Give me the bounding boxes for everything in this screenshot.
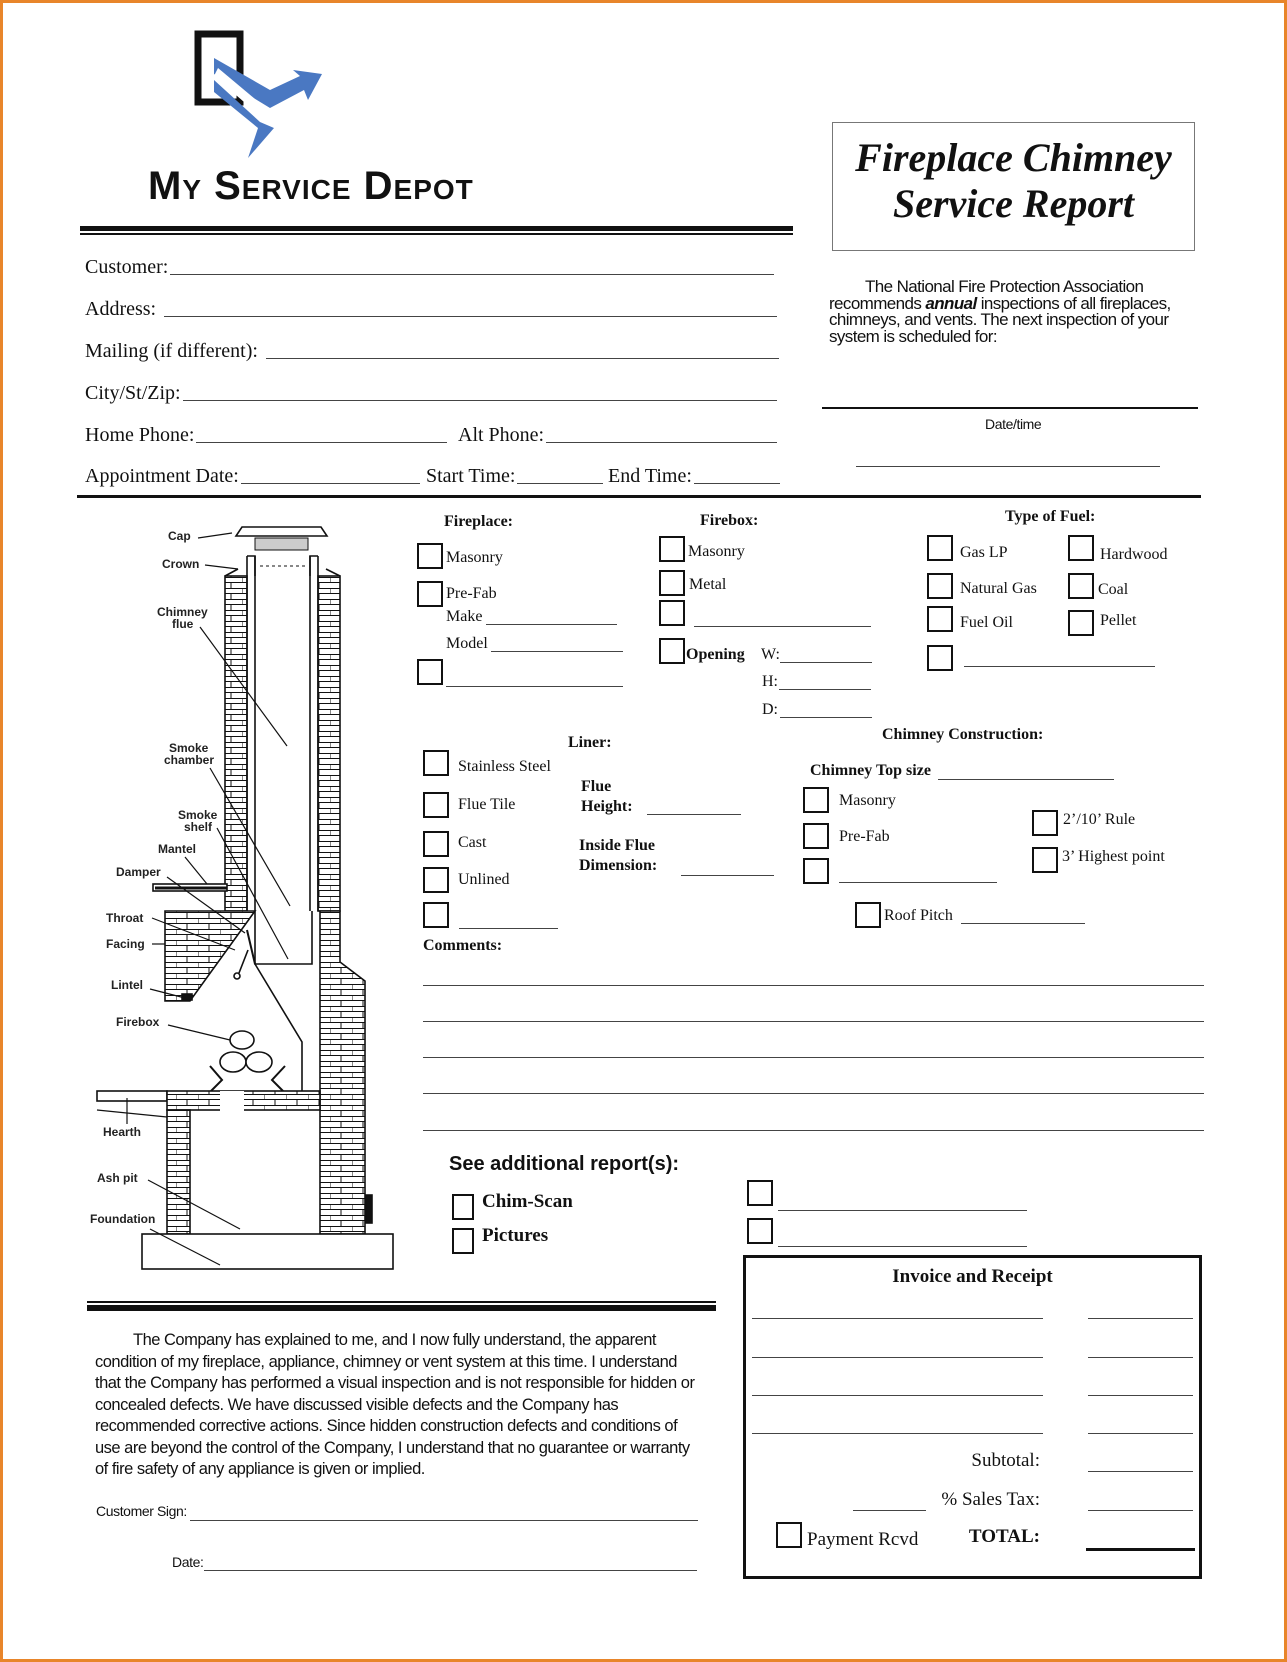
label-smoke-shelf-2: shelf	[184, 820, 213, 834]
firebox-other-line[interactable]	[694, 626, 871, 627]
fuel-pellet-checkbox[interactable]	[1068, 610, 1094, 636]
city-label: City/St/Zip:	[85, 382, 181, 404]
flue-height-label-2: Height:	[581, 798, 633, 815]
opening-h-line[interactable]	[779, 689, 871, 690]
customer-sign-line[interactable]	[190, 1520, 698, 1521]
firebox-heading: Firebox:	[700, 512, 759, 529]
fuel-other-line[interactable]	[964, 666, 1155, 667]
additional-reports-heading: See additional report(s):	[449, 1153, 680, 1175]
section-rule	[77, 495, 1201, 498]
fireplace-make-line[interactable]	[486, 624, 617, 625]
label-mantel: Mantel	[158, 842, 197, 856]
alt-phone-label: Alt Phone:	[458, 424, 545, 446]
report-title-line2: Service Report	[892, 181, 1135, 226]
date-line[interactable]	[204, 1570, 697, 1571]
invoice-heading: Invoice and Receipt	[892, 1266, 1053, 1287]
roof-pitch-label: Roof Pitch	[884, 907, 953, 924]
opening-w-line[interactable]	[780, 662, 872, 663]
end-time-field[interactable]	[608, 464, 780, 488]
date-time-label: Date/time	[985, 416, 1042, 432]
subtotal-label: Subtotal:	[971, 1450, 1040, 1471]
disclaimer-text: The Company has explained to me, and I now fully understand, the apparent condition of my fireplace, appliance, chimney or vent system at this time. I understand that the Company has performed a visual inspection and is not responsible for hidden or concealed defects. We have discussed visible defects and the Company has recommended corrective actions. Since hidden construction defects and conditions of use are beyond the control of the Company, I understand that no guarantee or warranty of fire safety of any appliance is given or implied.	[95, 1331, 695, 1478]
fuel-gas-lp-checkbox[interactable]	[927, 535, 953, 561]
mailing-label: Mailing (if different):	[85, 340, 258, 362]
construction-other-checkbox[interactable]	[803, 858, 829, 884]
invoice-amount-line[interactable]	[1088, 1433, 1193, 1434]
comments-label: Comments:	[423, 937, 503, 954]
opening-h-label: H:	[762, 673, 778, 690]
fuel-oil-checkbox[interactable]	[927, 606, 953, 632]
highest-point-checkbox[interactable]	[1032, 847, 1058, 873]
label-smoke-chamber-2: chamber	[164, 753, 215, 767]
chimney-construction-heading: Chimney Construction:	[882, 726, 1044, 743]
city-state-zip-field[interactable]	[85, 381, 777, 405]
nfpa-emphasis: annual	[925, 293, 977, 313]
sales-tax-line[interactable]	[1088, 1510, 1193, 1511]
chimney-diagram	[80, 515, 410, 1275]
construction-prefab-label: Pre-Fab	[839, 828, 890, 845]
liner-cast-checkbox[interactable]	[423, 831, 449, 857]
next-inspection-line[interactable]	[822, 407, 1198, 409]
tax-rate-line[interactable]	[853, 1510, 926, 1511]
rule-2-10-label: 2’/10’ Rule	[1063, 811, 1136, 828]
cap-shape	[236, 527, 327, 536]
flue-height-line[interactable]	[647, 814, 741, 815]
chimney-top-size-label: Chimney Top size	[810, 762, 931, 779]
fireplace-model-label: Model	[446, 635, 488, 652]
end-time-label: End Time:	[608, 465, 692, 487]
fuel-gas-lp-label: Gas LP	[960, 544, 1008, 561]
comment-line[interactable]	[423, 1130, 1204, 1131]
label-foundation: Foundation	[90, 1212, 156, 1226]
logo-icon	[190, 28, 350, 168]
invoice-amount-line[interactable]	[1088, 1357, 1193, 1358]
label-chimney-flue-1: Chimney	[157, 605, 208, 619]
invoice-item-line[interactable]	[752, 1318, 1043, 1319]
appointment-date-label: Appointment Date:	[85, 465, 239, 487]
spark-mesh	[255, 538, 308, 550]
firebox-opening-label: Opening	[686, 646, 745, 663]
fireplace-prefab-checkbox[interactable]	[417, 581, 443, 607]
header-rule-thin	[80, 233, 793, 235]
additional-other-line-2[interactable]	[778, 1246, 1027, 1247]
label-crown: Crown	[162, 557, 200, 571]
customer-sign-label: Customer Sign:	[96, 1503, 187, 1519]
label-smoke-shelf-1: Smoke	[178, 808, 218, 822]
fireplace-model-line[interactable]	[491, 651, 623, 652]
start-time-label: Start Time:	[426, 465, 516, 487]
alt-phone-field[interactable]	[458, 423, 777, 447]
date-time-line[interactable]	[856, 466, 1160, 467]
chim-scan-checkbox[interactable]	[452, 1194, 474, 1220]
additional-other-checkbox-1[interactable]	[747, 1180, 773, 1206]
address-label: Address:	[85, 298, 157, 320]
liner-unlined-checkbox[interactable]	[423, 867, 449, 893]
opening-d-line[interactable]	[780, 717, 872, 718]
construction-masonry-label: Masonry	[839, 792, 896, 809]
invoice-amount-line[interactable]	[1088, 1395, 1193, 1396]
comment-line[interactable]	[423, 1021, 1204, 1022]
liner-stainless-label: Stainless Steel	[458, 758, 551, 775]
label-damper: Damper	[116, 865, 161, 879]
label-firebox: Firebox	[116, 1015, 160, 1029]
customer-label: Customer:	[85, 256, 169, 278]
roof-pitch-checkbox[interactable]	[855, 902, 881, 928]
fireplace-other-line[interactable]	[446, 686, 623, 687]
fuel-hardwood-checkbox[interactable]	[1068, 535, 1094, 561]
home-phone-label: Home Phone:	[85, 424, 195, 446]
opening-w-label: W:	[761, 646, 780, 663]
total-line[interactable]	[1086, 1548, 1195, 1551]
inside-flue-line[interactable]	[681, 875, 774, 876]
chim-scan-label: Chim-Scan	[482, 1191, 573, 1212]
liner-unlined-label: Unlined	[458, 871, 510, 888]
label-cap: Cap	[168, 529, 191, 543]
nfpa-text-before: The National Fire Protection Association recommends	[829, 277, 1144, 313]
invoice-item-line[interactable]	[752, 1395, 1043, 1396]
fireplace-prefab-label: Pre-Fab	[446, 585, 497, 602]
fireplace-heading: Fireplace:	[444, 513, 514, 530]
comment-line[interactable]	[423, 1093, 1204, 1094]
report-title-line1: Fireplace Chimney	[855, 135, 1172, 180]
pictures-label: Pictures	[482, 1225, 549, 1246]
opening-d-label: D:	[762, 701, 778, 718]
inside-flue-label-2: Dimension:	[579, 857, 658, 874]
comment-line[interactable]	[423, 1057, 1204, 1058]
firebox-masonry-checkbox[interactable]	[659, 536, 685, 562]
fuel-heading: Type of Fuel:	[1005, 508, 1096, 525]
construction-other-line[interactable]	[839, 882, 997, 883]
liner-other-line[interactable]	[459, 928, 558, 929]
fuel-pellet-label: Pellet	[1100, 612, 1137, 629]
roof-pitch-line[interactable]	[961, 923, 1085, 924]
liner-flue-tile-label: Flue Tile	[458, 796, 516, 813]
firebox-opening-checkbox[interactable]	[659, 638, 685, 664]
firebox-masonry-label: Masonry	[688, 543, 745, 560]
invoice-item-line[interactable]	[752, 1357, 1043, 1358]
flue-height-label-1: Flue	[581, 778, 612, 795]
start-time-field[interactable]	[426, 464, 603, 488]
fuel-hardwood-label: Hardwood	[1100, 546, 1168, 563]
date-label: Date:	[172, 1554, 204, 1570]
highest-point-label: 3’ Highest point	[1062, 848, 1165, 865]
payment-received-label: Payment Rcvd	[807, 1529, 919, 1550]
label-facing: Facing	[106, 937, 145, 951]
logo-text: My Service Depot	[148, 164, 474, 208]
liner-flue-tile-checkbox[interactable]	[423, 792, 449, 818]
home-phone-field[interactable]	[85, 423, 447, 447]
firebox-metal-label: Metal	[689, 576, 727, 593]
label-lintel: Lintel	[111, 978, 143, 992]
nfpa-text-after: inspections of all fireplaces, chimneys, and vents. The next inspection of your system is scheduled for:	[829, 293, 1171, 346]
fuel-oil-label: Fuel Oil	[960, 614, 1013, 631]
liner-cast-label: Cast	[458, 834, 487, 851]
pictures-checkbox[interactable]	[452, 1228, 474, 1254]
invoice-item-line[interactable]	[752, 1433, 1043, 1434]
label-throat: Throat	[106, 911, 144, 925]
label-smoke-chamber-1: Smoke	[169, 741, 209, 755]
report-title-box	[832, 122, 1195, 251]
fuel-natural-gas-checkbox[interactable]	[927, 573, 953, 599]
rule-2-10-checkbox[interactable]	[1032, 810, 1058, 836]
fireplace-other-checkbox[interactable]	[417, 659, 443, 685]
liner-heading: Liner:	[568, 734, 612, 751]
fireplace-make-label: Make	[446, 608, 483, 625]
payment-received-checkbox[interactable]	[776, 1522, 802, 1548]
liner-other-checkbox[interactable]	[423, 902, 449, 928]
chimney-top-size-line[interactable]	[938, 779, 1114, 780]
bottom-rule-thin	[87, 1301, 716, 1303]
label-ash-pit: Ash pit	[97, 1171, 138, 1185]
subtotal-line[interactable]	[1088, 1471, 1193, 1472]
nfpa-notice	[829, 279, 1209, 345]
additional-other-line-1[interactable]	[778, 1210, 1027, 1211]
fuel-coal-label: Coal	[1098, 581, 1129, 598]
label-hearth: Hearth	[103, 1125, 142, 1139]
fuel-natural-gas-label: Natural Gas	[960, 580, 1037, 597]
fuel-other-checkbox[interactable]	[927, 645, 953, 671]
firebox-metal-checkbox[interactable]	[659, 570, 685, 596]
comment-line[interactable]	[423, 985, 1204, 986]
address-field[interactable]	[85, 297, 777, 321]
construction-prefab-checkbox[interactable]	[803, 823, 829, 849]
fireplace-masonry-label: Masonry	[446, 549, 503, 566]
customer-field[interactable]	[85, 255, 774, 279]
liner-stainless-checkbox[interactable]	[423, 750, 449, 776]
fireplace-masonry-checkbox[interactable]	[417, 543, 443, 569]
inside-flue-label-1: Inside Flue	[579, 837, 656, 854]
sales-tax-label: % Sales Tax:	[941, 1489, 1040, 1510]
invoice-amount-line[interactable]	[1088, 1318, 1193, 1319]
additional-other-checkbox-2[interactable]	[747, 1218, 773, 1244]
total-label: TOTAL:	[968, 1526, 1040, 1547]
appointment-date-field[interactable]	[85, 464, 420, 488]
bottom-rule	[87, 1305, 716, 1311]
fuel-coal-checkbox[interactable]	[1068, 573, 1094, 599]
construction-masonry-checkbox[interactable]	[803, 787, 829, 813]
mailing-field[interactable]	[85, 339, 779, 363]
label-chimney-flue-2: flue	[172, 617, 194, 631]
firebox-other-checkbox[interactable]	[659, 600, 685, 626]
header-rule	[80, 226, 793, 231]
